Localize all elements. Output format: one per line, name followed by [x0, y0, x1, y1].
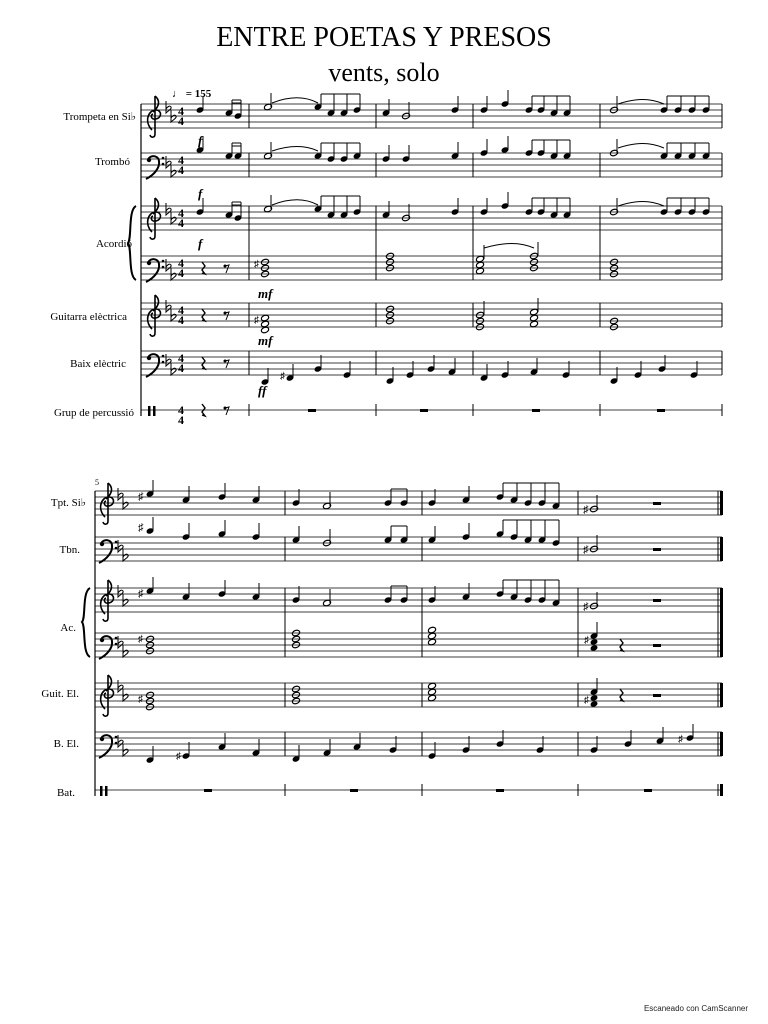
svg-text:♯: ♯	[138, 634, 143, 645]
svg-text:♯: ♯	[138, 588, 144, 600]
percussion-rests	[204, 789, 652, 792]
treble-clef-icon	[148, 295, 161, 336]
instrument-label-guitar-short: Guit. El.	[41, 688, 79, 700]
dynamic-marking: mf	[258, 286, 273, 301]
svg-text:♯: ♯	[584, 695, 589, 706]
svg-text:♯: ♯	[583, 601, 589, 613]
bass-clef-icon	[146, 259, 164, 282]
trombone-notes	[138, 517, 661, 556]
svg-text:♯: ♯	[138, 491, 144, 503]
treble-clef-icon	[148, 198, 161, 239]
instrument-label-bass-short: B. El.	[53, 738, 79, 750]
time-signature	[178, 104, 184, 427]
instrument-label-guitar: Guitarra elèctrica	[50, 311, 127, 323]
svg-text:♯: ♯	[583, 504, 589, 516]
trumpet-notes	[196, 90, 711, 120]
dynamic-marking: ff	[258, 383, 267, 398]
bass-clef-icon	[99, 540, 117, 563]
instrument-label-accordion: Acordió	[95, 238, 132, 250]
scanner-watermark: Escaneado con CamScanner	[643, 1004, 748, 1013]
svg-text:♯: ♯	[138, 522, 144, 534]
instrument-label-trumpet-short: Tpt. Si♭	[50, 497, 86, 509]
svg-text:♯: ♯	[280, 371, 285, 382]
accordion-lh-chords	[138, 622, 661, 655]
treble-clef-icon	[101, 675, 114, 716]
accordion-rh-notes	[138, 577, 661, 613]
instrument-label-percussion: Grup de percussió	[53, 407, 134, 419]
svg-text:♯: ♯	[176, 751, 181, 762]
measure-number: 5	[95, 478, 99, 487]
bass-clef-icon	[99, 636, 117, 659]
dynamic-marking: f	[198, 133, 203, 148]
instrument-label-trombone: Trombó	[94, 156, 130, 168]
svg-text:♯: ♯	[678, 734, 683, 745]
treble-clef-icon	[148, 96, 161, 137]
accordion-rh-notes	[196, 192, 711, 222]
instrument-label-bass: Baix elèctric	[70, 358, 126, 370]
treble-clef-icon	[101, 580, 114, 621]
instrument-label-accordion-short: Ac.	[60, 622, 76, 634]
svg-text:♯: ♯	[583, 544, 589, 556]
bass-clef-icon	[146, 354, 164, 377]
accordion-brace	[82, 588, 90, 657]
bass-clef-icon	[99, 735, 117, 758]
instrument-label-trumpet: Trompeta en Si♭	[63, 111, 136, 123]
treble-clef-icon	[101, 483, 114, 524]
key-signature-flat-icon	[118, 488, 128, 756]
bass-clef-icon	[146, 156, 164, 179]
dynamic-marking: mf	[258, 333, 273, 348]
dynamic-marking: f	[198, 236, 203, 251]
tempo-marking: ♩ = 155	[172, 88, 212, 100]
svg-text:♯: ♯	[584, 635, 589, 646]
percussion-clef-icon	[148, 406, 156, 416]
svg-text:♯: ♯	[138, 694, 143, 705]
accordion-lh-chords	[202, 242, 618, 278]
key-signature-flat-icon	[166, 101, 176, 375]
score-page: 4 4 ♩ = 155 Trompeta en Si♭ Trombó Acordió Guitarra elèctrica Baix elèctric Grup de percussió f f f ♯ mf ♯ mf ♯ ff 5 Tpt. Si♭ Tbn. Ac. Guit. El. B. El. Bat. ♯ ♯ ♯ ♯ ♯ ♯ ♯ ♯ ♯ ♯ ♯ ♯	[0, 0, 768, 1024]
instrument-label-trombone-short: Tbn.	[59, 544, 80, 556]
instrument-label-percussion-short: Bat.	[56, 787, 75, 799]
system-1	[50, 90, 722, 427]
svg-text:♯: ♯	[254, 315, 259, 326]
percussion-clef-icon	[100, 786, 108, 796]
score-subtitle: vents, solo	[328, 58, 440, 87]
trumpet-notes	[138, 480, 661, 516]
system-2	[41, 478, 723, 799]
dynamic-marking: f	[198, 186, 203, 201]
bass-notes	[202, 355, 698, 386]
svg-text:♯: ♯	[254, 259, 259, 270]
score-title: ENTRE POETAS Y PRESOS	[216, 22, 552, 53]
